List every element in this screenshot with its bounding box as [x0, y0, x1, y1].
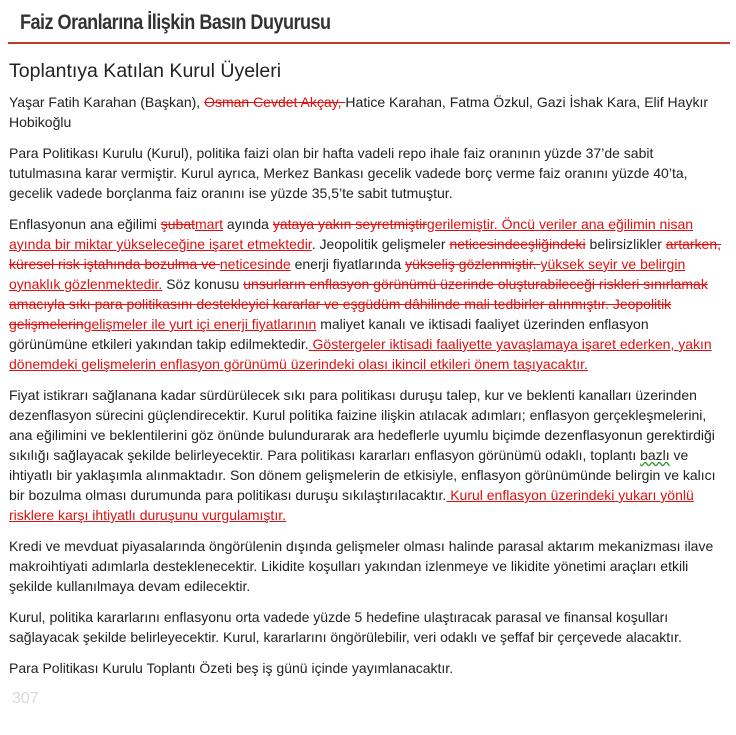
header-bar [8, 0, 730, 44]
text-run: ve ihtiyatlı bir yaklaşımla alınmaktadır. Son dönem gelişmelerin de etkisiyle, enflasyon görünümünde belirgin ve kalıcı bir bozulma olması durumunda para politikası duruşu sıkılaştırılacaktır. [9, 447, 716, 503]
text-run: Para Politikası Kurulu Toplantı Özeti beş iş günü içinde yayımlanacaktır. [9, 660, 454, 676]
members-paragraph [9, 92, 721, 132]
text-run: Para Politikası Kurulu (Kurul), politika faizi olan bir hafta vadeli repo ihale faiz oranının yüzde 37’de sabit tutulmasına karar vermiştir. Kurul ayrıca, Merkez Bankası gecelik vadede borç verme faiz oranını yüzde 40’ta, gecelik vadede borçlanma faiz oranını ise yüzde 35,5’te sabit tutmuştur. [9, 145, 688, 201]
text-run: . Jeopolitik gelişmeler [311, 236, 450, 252]
deleted-text: yükseliş gözlenmiştir. [405, 256, 541, 272]
deleted-text: yataya yakın seyretmiştir [272, 216, 427, 232]
text-run: belirsizlikler [585, 236, 666, 252]
paragraph-price-stability [9, 385, 721, 525]
inserted-text: Kurul enflasyon üzerindeki yukarı yönlü risklere karşı ihtiyatlı duruşunu vurgulamıştır. [9, 487, 694, 523]
inserted-text: gerilemiştir. Öncü veriler ana eğilimin nisan ayında bir miktar yükseleceğine işaret etmektedir [9, 216, 694, 252]
section-title: Toplantıya Katılan Kurul Üyeleri [9, 60, 282, 82]
text-run: Söz konusu [162, 276, 244, 292]
inserted-text: mart [195, 216, 224, 232]
paragraph-target [9, 607, 721, 647]
paragraph-summary-notice [9, 658, 721, 678]
deleted-text: artarken, küresel risk iştahında bozulma ve [9, 236, 722, 272]
text-run: Fiyat istikrarı sağlanana kadar sürdürülecek sıkı para politikası duruşu talep, kur ve beklenti kanalları üzerinden dezenflasyon sürecini güçlendirecektir. Kurul politika faizine ilişkin atılacak adımları; enflasyon gerçekleşmelerini, ana eğilimini ve beklentilerini göz önünde bulundurarak ara hedeflerle uyumlu biçimde dezenflasyonun gerektirdiği sıkılığı sağlayacak şekilde belirleyecektir. Para politikası kararları enflasyon görünümü odaklı, toplantı [9, 387, 715, 463]
text-run: Kurul, politika kararlarını enflasyonu orta vadede yüzde 5 hedefine ulaştıracak parasal ve finansal koşulları sağlayacak şekilde belirleyecektir. Kurul, kararlarını öngörülebilir, veri odaklı ve şeffaf bir çerçevede alacaktır. [9, 609, 682, 645]
paragraph-policy-rate [9, 143, 721, 203]
inserted-text: Göstergeler iktisadi faaliyette yavaşlamaya işaret ederken, yakın dönemdeki gelişmelerin enflasyon görünümü üzerindeki olası ikincil etkileri önem taşıyacaktır. [9, 336, 712, 372]
deleted-text: Osman Cevdet Akçay, [204, 94, 346, 110]
deleted-text: unsurların enflasyon görünümü üzerinde oluşturabileceği riskleri sınırlamak amacıyla sıkı para politikasını destekleyici kararlar ve eşgüdüm dâhilinde mali tedbirler alınmıştır. Jeopolitik gelişmelerin [9, 276, 708, 332]
text-run: maliyet kanalı ve iktisadi faaliyet üzerinden enflasyon görünümüne etkileri yakından takip edilmektedir. [9, 316, 649, 352]
spellcheck-flagged-text: bazlı [640, 447, 670, 463]
page-number-watermark: 307 [12, 690, 39, 707]
header-title: Faiz Oranlarına İlişkin Basın Duyurusu [20, 11, 331, 34]
inserted-text: gelişmeler ile yurt içi enerji fiyatlarının [83, 316, 317, 332]
text-run: ayında [223, 216, 273, 232]
text-run: enerji fiyatlarında [290, 256, 406, 272]
inserted-text: neticesinde [219, 256, 291, 272]
inserted-text: yüksek seyir ve belirgin oynaklık gözlenmektedir. [9, 256, 686, 292]
text-run: Yaşar Fatih Karahan (Başkan), [9, 94, 205, 110]
paragraph-inflation-trend [9, 214, 721, 374]
deleted-text: şubat [160, 216, 196, 232]
text-run: Kredi ve mevduat piyasalarında öngörülenin dışında gelişmeler olması halinde parasal aktarım mekanizması ilave makroihtiyati adımlarla desteklenecektir. Likidite koşulları yakından izlenmeye ve likidite yönetimi araçları etkili şekilde kullanılmaya devam edilecektir. [9, 538, 714, 594]
paragraph-credit-markets [9, 536, 721, 596]
text-run: Enflasyonun ana eğilimi [9, 216, 161, 232]
document-body [9, 60, 721, 689]
deleted-text: neticesindeeşliğindeki [449, 236, 586, 252]
text-run: Hatice Karahan, Fatma Özkul, Gazi İshak Kara, Elif Haykır Hobikoğlu [9, 94, 708, 130]
